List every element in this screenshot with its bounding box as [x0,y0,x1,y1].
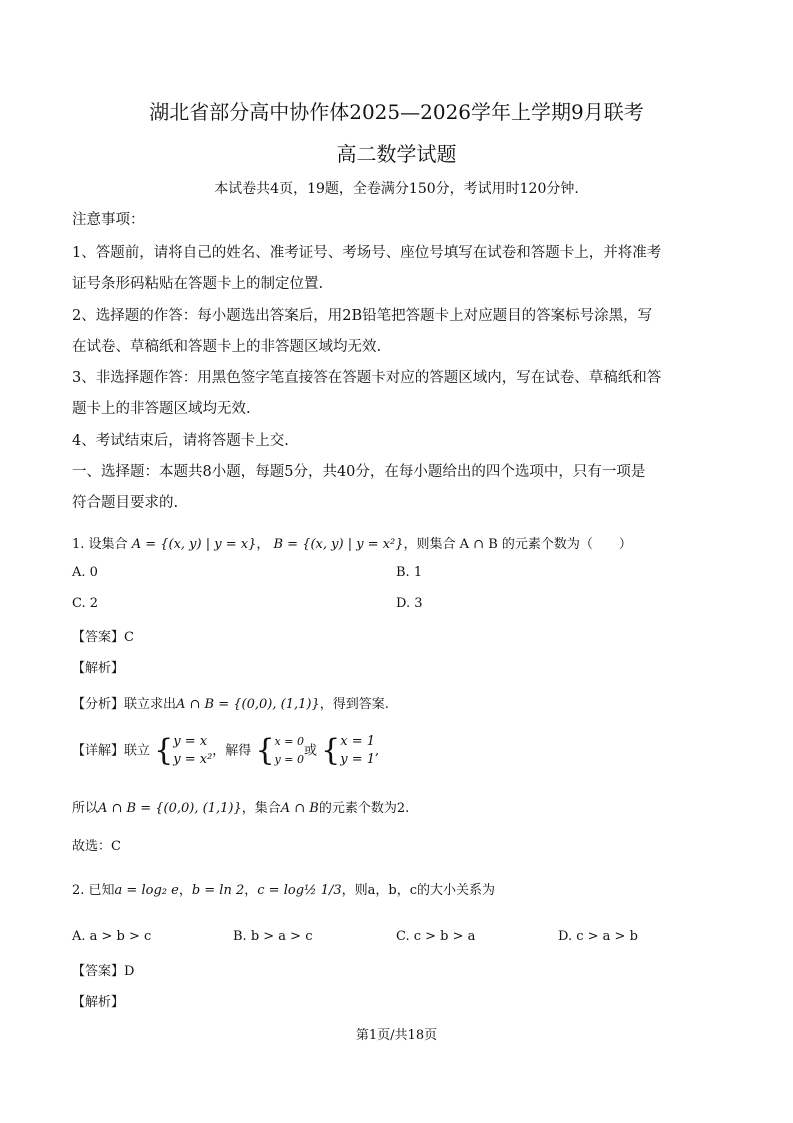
q2-stem [72,879,721,898]
q1-detail-prefix: 【详解】联立 [72,743,151,759]
q1-so-math-2: A ∩ B [280,801,319,816]
section-heading-line-1: 一、选择题：本题共8小题，每题5分，共40分，在每小题给出的四个选项中，只有一项是 [72,464,646,480]
q1-conclusion [72,797,721,816]
q1-set-a: A = {(x, y) | y = x} [131,537,257,552]
q1-fenxi [72,693,721,712]
q2-answer: 【答案】D [72,964,135,979]
q2-a-expr: a = log₂ e [114,883,179,898]
q2-c-expr: c = log½ 1/3 [257,883,342,898]
q1-detail-or: 或 [303,743,317,759]
notice-item-4: 4、考试结束后，请将答题卡上交. [72,433,289,449]
notice-item-3-line-2: 题卡上的非答题区域均无效. [72,401,251,417]
q1-so-suffix: 的元素个数为2. [318,801,410,816]
q1-detail [72,733,721,769]
left-brace-icon: { [154,733,174,768]
q2-prefix: 2. 已知 [72,883,115,898]
q1-set-b: B = {(x, y) | y = x²} [273,537,404,552]
q1-so-math: A ∩ B = {(0,0), (1,1)} [98,801,242,816]
q1-choice: 故选：C [72,839,121,854]
q1-answer: 【答案】C [72,630,134,645]
q1-suffix: ，则集合 A ∩ B 的元素个数为（ ） [403,537,632,552]
q2-b-expr: b = ln 2 [191,883,245,898]
q1-analysis-label: 【解析】 [72,661,125,676]
q1-system-1-line-2: y = x² [173,752,213,767]
notice-item-2-line-2: 在试卷、草稿纸和答题卡上的非答题区域均无效. [72,339,382,355]
q1-system-3 [340,733,375,769]
notice-item-1-line-1: 1、答题前，请将自己的姓名、准考证号、考场号、座位号填写在试卷和答题卡上，并将准考 [72,245,662,261]
q1-option-d: D. 3 [396,596,423,611]
q1-prefix: 1. 设集合 [72,537,128,552]
left-brace-icon: { [321,733,341,768]
q1-detail-end: , [375,743,380,759]
q1-comma: ， [256,537,270,552]
q1-system-3-line-2: y = 1 [340,752,376,767]
q2-option-a: A. a > b > c [72,929,152,944]
notice-item-1-line-2: 证号条形码粘贴在答题卡上的制定位置. [72,276,324,292]
q1-fenxi-prefix: 【分析】联立求出 [72,697,177,712]
q1-system-3-line-1: x = 1 [340,734,375,749]
notice-heading: 注意事项： [72,212,145,228]
q1-option-a: A. 0 [72,565,98,580]
q2-option-c: C. c > b > a [396,929,476,944]
q1-option-b: B. 1 [396,565,423,580]
q2-option-d: D. c > a > b [558,929,638,944]
q1-stem [72,533,721,552]
notice-item-2-line-1: 2、选择题的作答：每小题选出答案后，用2B铅笔把答题卡上对应题目的答案标号涂黑，写 [72,308,653,324]
q2-suffix: ，则a，b，c的大小关系为 [341,883,496,898]
notice-item-3-line-1: 3、非选择题作答：用黑色签字笔直接答在答题卡对应的答题区域内，写在试卷、草稿纸和答 [72,370,662,386]
q2-sep-1: ， [178,883,192,898]
q1-so-mid: ，集合 [241,801,281,816]
left-brace-icon: { [255,733,275,768]
q2-sep-2: ， [244,883,258,898]
q1-detail-mid: ，解得 [212,743,252,759]
q1-system-2-line-1: x = 0 [274,735,304,748]
q1-system-2-line-2: y = 0 [274,753,304,766]
section-heading-line-2: 符合题目要求的. [72,495,179,511]
q1-option-c: C. 2 [72,596,99,611]
q1-system-2 [275,733,304,769]
q1-fenxi-math: A ∩ B = {(0,0), (1,1)} [176,697,320,712]
page-footer: 第1页/共18页 [355,1028,438,1043]
exam-info: 本试卷共4页，19题，全卷满分150分，考试用时120分钟. [214,181,579,197]
exam-subtitle: 高二数学试题 [336,142,457,166]
q2-analysis-label: 【解析】 [72,995,125,1010]
q1-system-1-line-1: y = x [173,734,208,749]
q1-so-prefix: 所以 [72,801,99,816]
q1-system-1 [173,733,212,769]
exam-title: 湖北省部分高中协作体2025—2026学年上学期9月联考 [149,100,644,124]
q1-fenxi-suffix: ，得到答案. [319,697,389,712]
q2-option-b: B. b > a > c [233,929,313,944]
